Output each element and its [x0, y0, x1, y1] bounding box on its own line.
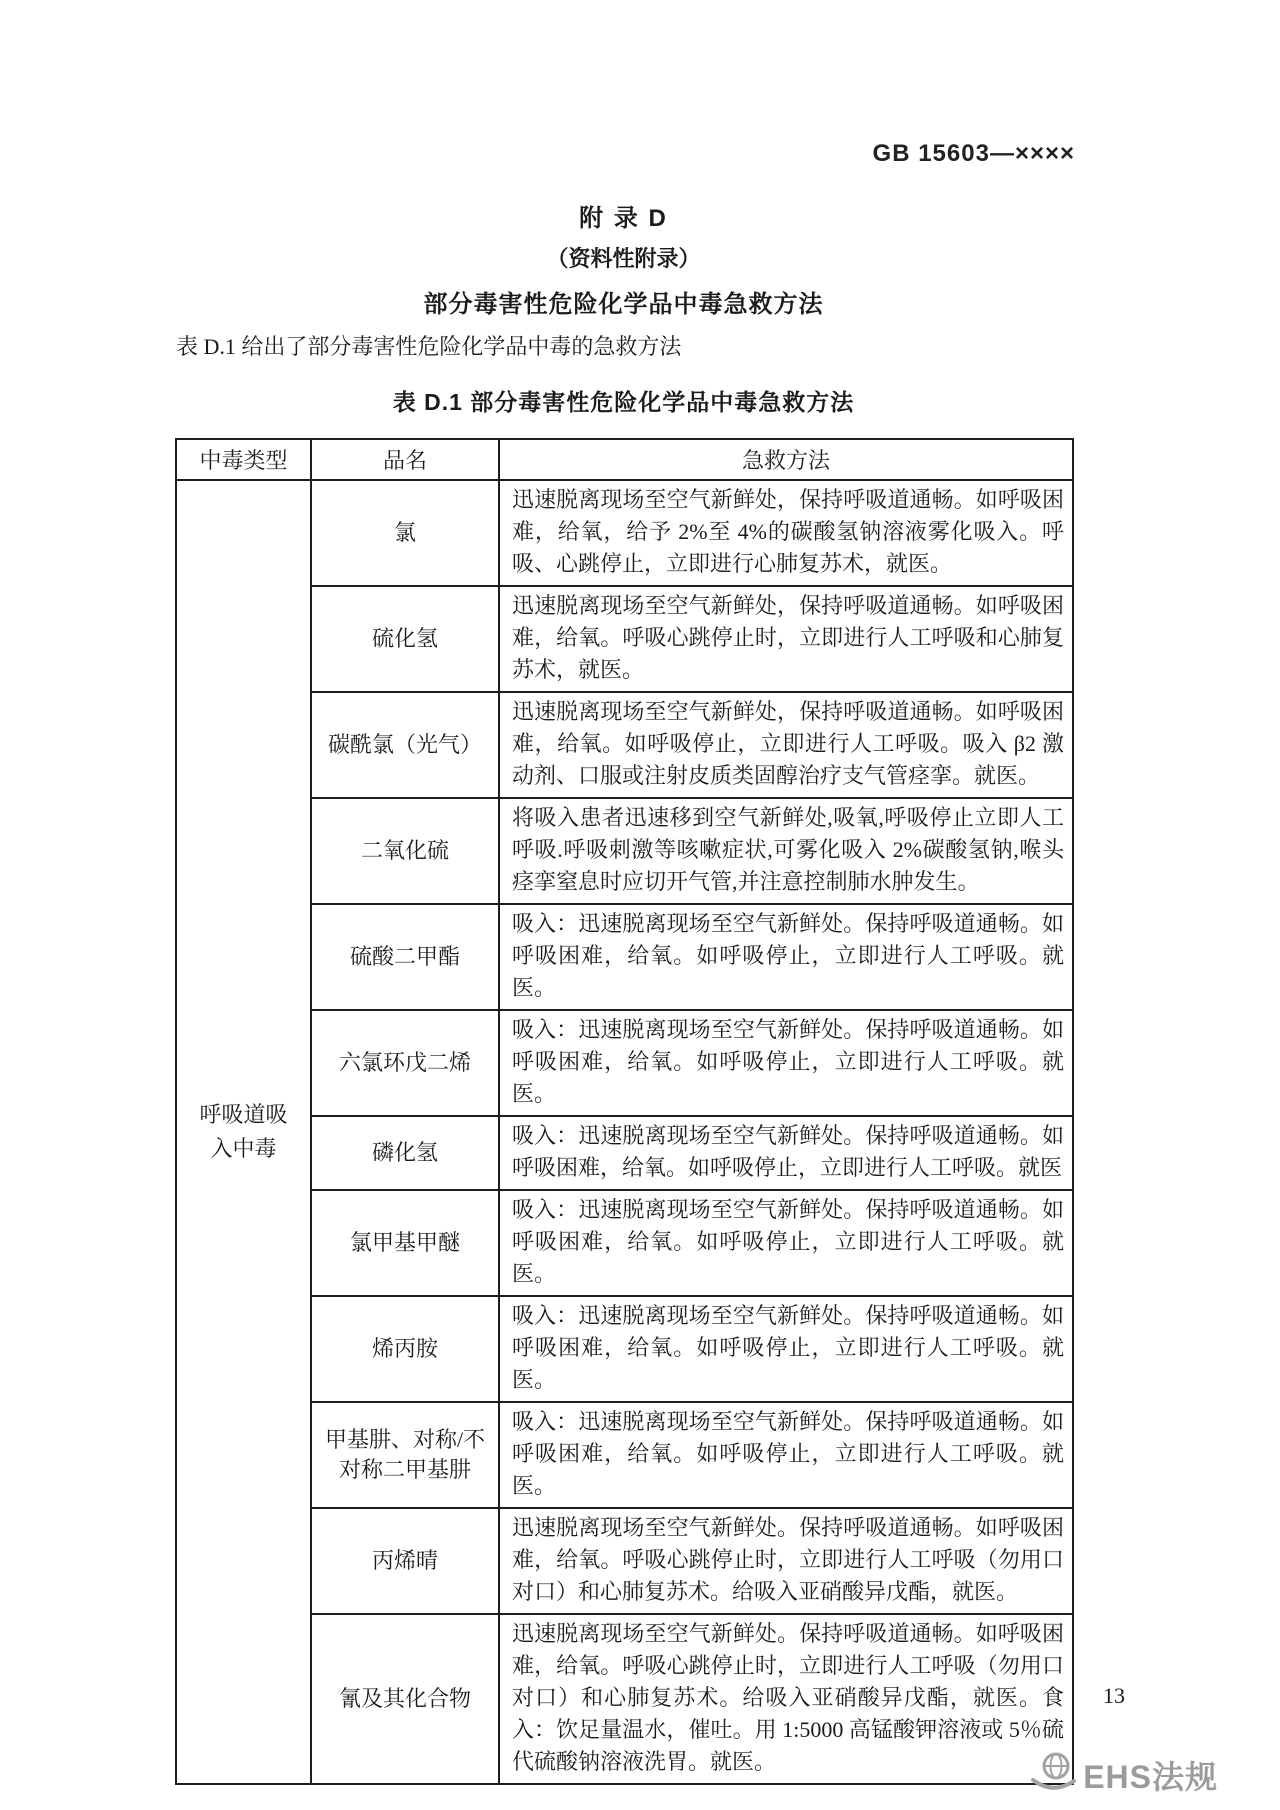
table-row	[176, 1402, 1073, 1508]
first-aid-table	[175, 438, 1074, 1785]
table-row	[176, 798, 1073, 904]
first-aid-method-cell: 迅速脱离现场至空气新鲜处，保持呼吸道通畅。如呼吸困难，给氧。如呼吸停止，立即进行人工呼吸。吸入 β2 激动剂、口服或注射皮质类固醇治疗支气管痉挛。就医。	[499, 692, 1073, 798]
column-header-poison-type: 中毒类型	[176, 439, 311, 480]
intro-paragraph: 表 D.1 给出了部分毒害性危险化学品中毒的急救方法	[176, 334, 682, 359]
doc-code: GB 15603—××××	[872, 140, 1075, 167]
first-aid-method-cell: 迅速脱离现场至空气新鲜处，保持呼吸道通畅。如呼吸困难，给氧。呼吸心跳停止时，立即进行人工呼吸和心肺复苏术，就医。	[499, 586, 1073, 692]
poison-type-cell: 呼吸道吸入中毒	[176, 480, 311, 1784]
product-name-cell: 氰及其化合物	[311, 1614, 499, 1784]
product-name-cell: 硫酸二甲酯	[311, 904, 499, 1010]
appendix-title: 附 录 D	[579, 205, 668, 232]
table-row	[176, 1116, 1073, 1190]
page-number: 13	[1103, 1683, 1125, 1708]
first-aid-method-cell: 将吸入患者迅速移到空气新鲜处,吸氧,呼吸停止立即人工呼吸.呼吸刺激等咳嗽症状,可雾化吸入 2%碳酸氢钠,喉头痉挛窒息时应切开气管,并注意控制肺水肿发生。	[499, 798, 1073, 904]
first-aid-method-cell: 吸入：迅速脱离现场至空气新鲜处。保持呼吸道通畅。如呼吸困难，给氧。如呼吸停止，立即进行人工呼吸。就医。	[499, 1190, 1073, 1296]
table-row	[176, 1614, 1073, 1784]
appendix-type-label: （资料性附录）	[546, 246, 701, 271]
table-row	[176, 1010, 1073, 1116]
first-aid-method-cell: 迅速脱离现场至空气新鲜处。保持呼吸道通畅。如呼吸困难，给氧。呼吸心跳停止时，立即进行人工呼吸（勿用口对口）和心肺复苏术。给吸入亚硝酸异戊酯，就医。	[499, 1508, 1073, 1614]
table-row	[176, 1508, 1073, 1614]
product-name-cell: 六氯环戊二烯	[311, 1010, 499, 1116]
first-aid-method-cell: 吸入：迅速脱离现场至空气新鲜处。保持呼吸道通畅。如呼吸困难，给氧。如呼吸停止，立即进行人工呼吸。就医。	[499, 1296, 1073, 1402]
table-row	[176, 1190, 1073, 1296]
ehs-watermark	[1029, 1748, 1218, 1801]
table-row	[176, 1296, 1073, 1402]
product-name-cell: 烯丙胺	[311, 1296, 499, 1402]
first-aid-method-cell: 迅速脱离现场至空气新鲜处，保持呼吸道通畅。如呼吸困难，给氧，给予 2%至 4%的碳酸氢钠溶液雾化吸入。呼吸、心跳停止，立即进行心肺复苏术，就医。	[499, 480, 1073, 586]
table-row	[176, 692, 1073, 798]
table-row	[176, 904, 1073, 1010]
first-aid-method-cell: 迅速脱离现场至空气新鲜处。保持呼吸道通畅。如呼吸困难，给氧。呼吸心跳停止时，立即进行人工呼吸（勿用口对口）和心肺复苏术。给吸入亚硝酸异戊酯，就医。食入：饮足量温水，催吐。用 1:5000 高锰酸钾溶液或 5％硫代硫酸钠溶液洗胃。就医。	[499, 1614, 1073, 1784]
table-row	[176, 586, 1073, 692]
globe-swoosh-icon	[1029, 1748, 1077, 1801]
product-name-cell: 二氧化硫	[311, 798, 499, 904]
watermark-label: EHS法规	[1083, 1758, 1218, 1795]
first-aid-method-cell: 吸入：迅速脱离现场至空气新鲜处。保持呼吸道通畅。如呼吸困难，给氧。如呼吸停止，立即进行人工呼吸。就医。	[499, 1010, 1073, 1116]
product-name-cell: 碳酰氯（光气）	[311, 692, 499, 798]
product-name-cell: 丙烯晴	[311, 1508, 499, 1614]
first-aid-method-cell: 吸入：迅速脱离现场至空气新鲜处。保持呼吸道通畅。如呼吸困难，给氧。如呼吸停止，立即进行人工呼吸。就医。	[499, 904, 1073, 1010]
first-aid-method-cell: 吸入：迅速脱离现场至空气新鲜处。保持呼吸道通畅。如呼吸困难，给氧。如呼吸停止，立即进行人工呼吸。就医。	[499, 1402, 1073, 1508]
table-header-row	[176, 439, 1073, 480]
product-name-cell: 磷化氢	[311, 1116, 499, 1190]
table-caption: 表 D.1 部分毒害性危险化学品中毒急救方法	[392, 389, 855, 415]
column-header-product-name: 品名	[311, 439, 499, 480]
product-name-cell: 氯	[311, 480, 499, 586]
appendix-subject-title: 部分毒害性危险化学品中毒急救方法	[423, 291, 824, 318]
table-row	[176, 480, 1073, 586]
product-name-cell: 硫化氢	[311, 586, 499, 692]
column-header-first-aid-method: 急救方法	[499, 439, 1073, 480]
product-name-cell: 甲基肼、对称/不对称二甲基肼	[311, 1402, 499, 1508]
first-aid-method-cell: 吸入：迅速脱离现场至空气新鲜处。保持呼吸道通畅。如呼吸困难，给氧。如呼吸停止，立即进行人工呼吸。就医	[499, 1116, 1073, 1190]
product-name-cell: 氯甲基甲醚	[311, 1190, 499, 1296]
